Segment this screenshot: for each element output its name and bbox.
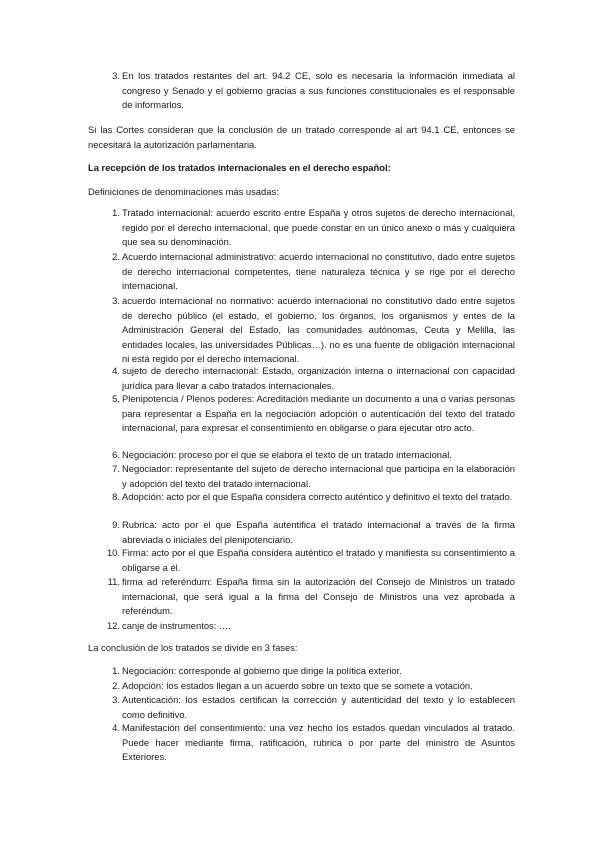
phase-item: [112, 679, 515, 694]
definition-item: [112, 392, 515, 436]
list-item-text: Manifestación del consentimiento: una vez hecho los estados quedan vinculados al tratado. Puede hacer mediante firma, ratificación, rubrica o por parte del ministro de Asuntos Exteriores.: [122, 722, 515, 763]
definition-item: [106, 619, 515, 634]
definitions-intro: Definiciones de denominaciones más usadas:: [88, 186, 279, 197]
list-number: 3.: [112, 295, 120, 306]
list-item-text: Adopción: los estados llegan a un acuerdo sobre un texto que se somete a votación.: [122, 680, 473, 691]
list-number: 4.: [112, 722, 120, 733]
section-heading: La recepción de los tratados internacionales en el derecho español:: [88, 162, 391, 173]
definition-item: [112, 448, 515, 463]
list-number: 12.: [106, 620, 120, 631]
definition-item: [112, 490, 515, 505]
list-number: 3.: [112, 70, 120, 81]
paragraph-cortes: Si las Cortes consideran que la conclusión de un tratado corresponde al art 94.1 CE, entonces se necesitará la autorización parlamentaria.: [88, 124, 515, 150]
list-number: 2.: [112, 251, 120, 262]
list-item-text: Negociación: corresponde al gobierno que dirige la política exterior.: [122, 665, 402, 676]
list-item-text: Autenticación: los estados certifican la corrección y autenticidad del texto y lo establecen como definitivo.: [122, 694, 515, 720]
definition-item: [112, 206, 515, 250]
list-number: 7.: [112, 463, 120, 474]
list-number: 8.: [112, 491, 120, 502]
definition-item: [112, 250, 515, 294]
phase-item: [112, 693, 515, 722]
list-item-text: sujeto de derecho internacional: Estado, organización interna o internacional con capacidad jurídica para llevar a cabo tratados internacionales.: [122, 365, 515, 391]
list-item-text: Negociación: proceso por el que se elabora el texto de un tratado internacional.: [122, 449, 452, 460]
definition-item: [112, 462, 515, 491]
definition-item: [112, 518, 515, 547]
list-number: 1.: [112, 665, 120, 676]
list-number: 4.: [112, 365, 120, 376]
list-item-text: Adopción: acto por el que España considera correcto auténtico y definitivo el texto del tratado.: [122, 491, 513, 502]
list-number: 2.: [112, 680, 120, 691]
list-number: 9.: [112, 519, 120, 530]
phase-item: [112, 721, 515, 765]
definition-item: [112, 294, 515, 367]
list-item-treaty-info: [112, 69, 515, 113]
list-item-text: acuerdo internacional no normativo: acuerdo internacional no constitutivo dado entre sujetos de derecho público (el estado, el gobierno, los órganos, los organismos y entes de la Administración General del Estado, las comunidades autónomas, Ceuta y Melilla, las entidades locales, las universidades Públicas…). no es una fuente de obligación internacional ni está regido por el derecho internacional.: [122, 295, 515, 365]
phase-item: [112, 664, 515, 679]
list-item-text: canje de instrumentos: ….: [122, 620, 231, 631]
list-item-text: Tratado internacional: acuerdo escrito entre España y otros sujetos de derecho internacional, regido por el derecho internacional, que puede constar en un único anexo o más y cualquiera que sea su denominación.: [122, 207, 515, 248]
definition-item: [106, 546, 515, 575]
list-item-text: En los tratados restantes del art. 94.2 CE, solo es necesaria la información inmediata al congreso y Senado y el gobierno gracias a sus funciones constitucionales es el responsable de informarlos.: [122, 70, 515, 111]
list-item-text: Acuerdo internacional administrativo: acuerdo internacional no constitutivo, dado entre sujetos de derecho internacional competentes, tiene naturaleza técnica y se rige por el derecho internacional.: [122, 251, 515, 292]
list-item-text: Plenipotencia / Plenos poderes: Acreditación mediante un documento a una o varias personas para representar a España en la negociación adopción o autenticación del texto del tratado internacional, para expresar el consentimiento en obligarse o para ejecutar otro acto.: [122, 393, 515, 434]
list-number: 6.: [112, 449, 120, 460]
list-item-text: firma ad referéndum: España firma sin la autorización del Consejo de Ministros un tratado internacional, que será igual a la firma del Consejo de Ministros una vez aprobada a referéndum.: [122, 576, 515, 617]
phases-intro: La conclusión de los tratados se divide en 3 fases:: [88, 642, 298, 653]
definition-item: [107, 575, 515, 619]
list-item-text: Rubrica: acto por el que España autentifica el tratado internacional a través de la firma abreviada o iniciales del plenipotenciario.: [122, 519, 515, 545]
list-item-text: Firma: acto por el que España considera auténtico el tratado y manifiesta su consentimiento a obligarse a él.: [122, 547, 515, 573]
list-number: 10.: [106, 547, 120, 558]
list-number: 3.: [112, 694, 120, 705]
list-number: 11.: [107, 576, 120, 587]
list-number: 5.: [112, 393, 120, 404]
list-item-text: Negociador: representante del sujeto de derecho internacional que participa en la elaboración y adopción del texto del tratado internacional.: [122, 463, 515, 489]
list-number: 1.: [112, 207, 120, 218]
definition-item: [112, 364, 515, 393]
